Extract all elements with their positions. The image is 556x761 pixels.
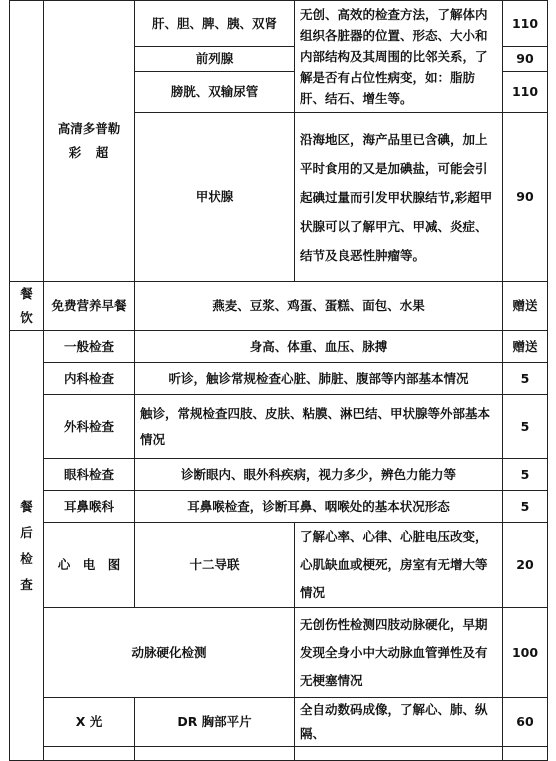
item-cell: 动脉硬化检测	[44, 608, 295, 698]
description-cell: 了解心率、心律、心脏电压改变，心肌缺血或梗死，房室有无增大等情况	[295, 523, 503, 608]
item-cell: 前列腺	[135, 47, 295, 72]
item-cell: 肝、胆、脾、胰、双肾	[135, 1, 295, 47]
category-cell-ultrasound	[44, 1, 135, 282]
section-cell-empty	[10, 1, 44, 282]
category-label: 高清多普勒	[57, 121, 121, 136]
category-cell: 眼科检查	[44, 459, 135, 491]
price-cell: 110	[503, 1, 548, 47]
price-cell: 5	[503, 491, 548, 523]
description-cell: 全自动数码成像，了解心、肺、纵隔、	[295, 698, 503, 747]
price-cell: 5	[503, 395, 548, 459]
table-row	[10, 395, 548, 459]
category-cell: 一般检查	[44, 331, 135, 363]
item-cell: 十二导联	[135, 523, 295, 608]
category-cell: 内科检查	[44, 363, 135, 395]
description-cell: 无创伤性检测四肢动脉硬化，早期发现全身小中大动脉血管弹性及有无梗塞情况	[295, 608, 503, 698]
item-cell: 甲状腺	[135, 113, 295, 282]
description-cell: 听诊，触诊常规检查心脏、肺脏、腹部等内部基本情况	[135, 363, 503, 395]
item-cell: DR 胸部平片	[135, 698, 295, 747]
section-cell-post-meal	[10, 331, 44, 761]
description-cell: 触诊，常规检查四肢、皮肤、粘膜、淋巴结、甲状腺等外部基本情况	[135, 395, 503, 459]
category-cell: 免费营养早餐	[44, 282, 135, 331]
health-checkup-price-table	[9, 0, 548, 761]
price-cell: 110	[503, 72, 548, 113]
category-cell: 外科检查	[44, 395, 135, 459]
table-row	[10, 523, 548, 608]
empty-cell	[503, 747, 548, 761]
empty-cell	[44, 747, 135, 761]
table-row	[10, 698, 548, 747]
category-label: 彩 超	[68, 145, 110, 160]
table-row	[10, 282, 548, 331]
description-cell: 身高、体重、血压、脉搏	[135, 331, 503, 363]
table-row	[10, 491, 548, 523]
section-char: 查	[20, 576, 33, 592]
section-char: 餐	[20, 498, 33, 514]
empty-cell	[295, 747, 503, 761]
price-cell: 5	[503, 363, 548, 395]
table-row	[10, 1, 548, 47]
price-cell: 90	[503, 47, 548, 72]
price-cell: 赠送	[503, 282, 548, 331]
price-cell: 5	[503, 459, 548, 491]
price-cell: 90	[503, 113, 548, 282]
table-row-partial	[10, 747, 548, 761]
description-cell: 诊断眼内、眼外科疾病，视力多少，辨色力能力等	[135, 459, 503, 491]
item-cell: 膀胱、双输尿管	[135, 72, 295, 113]
price-cell: 20	[503, 523, 548, 608]
description-cell: 耳鼻喉检查，诊断耳鼻、咽喉处的基本状况形态	[135, 491, 503, 523]
table-row	[10, 331, 548, 363]
price-cell: 60	[503, 698, 548, 747]
table-row	[10, 363, 548, 395]
category-cell: X 光	[44, 698, 135, 747]
section-char: 检	[20, 550, 33, 566]
price-cell: 赠送	[503, 331, 548, 363]
table-row	[10, 459, 548, 491]
description-cell: 燕麦、豆浆、鸡蛋、蛋糕、面包、水果	[135, 282, 503, 331]
section-char: 后	[20, 524, 33, 540]
category-cell: 心 电 图	[44, 523, 135, 608]
section-cell-meal: 餐饮	[10, 282, 44, 331]
description-cell: 沿海地区，海产品里已含碘，加上平时食用的又是加碘盐，可能会引起碘过量而引发甲状腺结节,彩超甲状腺可以了解甲亢、甲减、炎症、结节及良恶性肿瘤等。	[295, 113, 503, 282]
price-cell: 100	[503, 608, 548, 698]
category-cell: 耳鼻喉科	[44, 491, 135, 523]
empty-cell	[135, 747, 295, 761]
table-row	[10, 608, 548, 698]
description-cell: 无创、高效的检查方法，了解体内组织各脏器的位置、形态、大小和内部结构及其周围的比邻关系，了解是否有占位性病变，如：脂肪肝、结石、增生等。	[295, 1, 503, 113]
